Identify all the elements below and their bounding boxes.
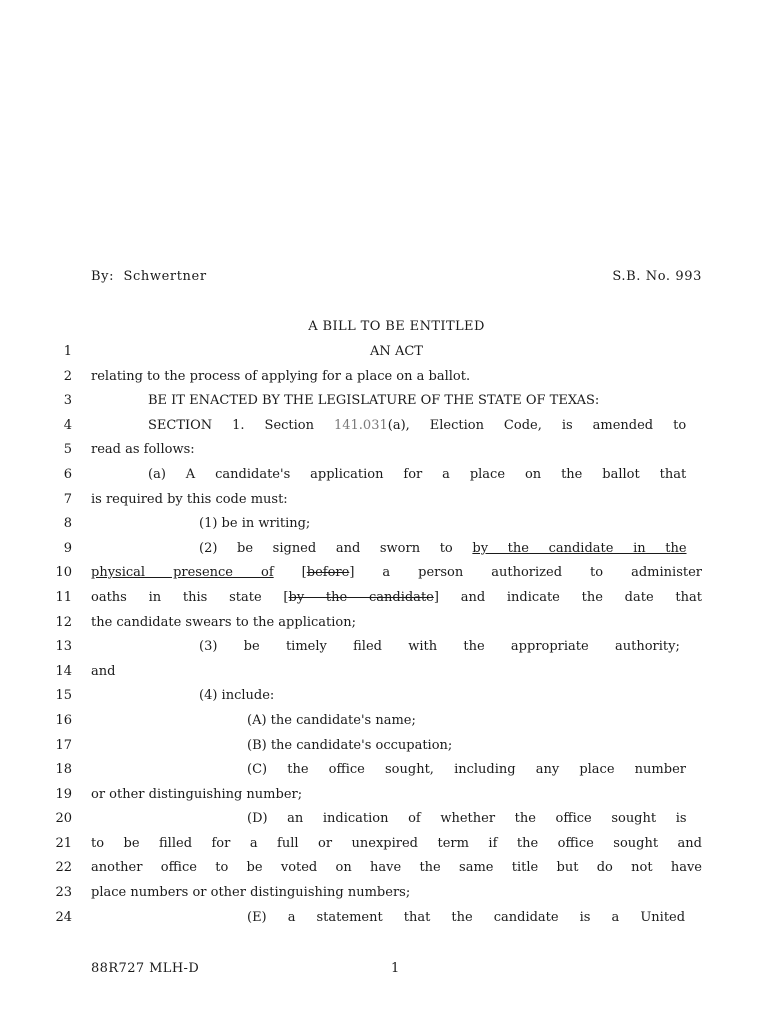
line-number: 12	[55, 614, 72, 630]
deleted-text: before	[306, 565, 350, 581]
line-text: (A) the candidate's name;	[247, 712, 416, 728]
deleted-text: by the candidate	[288, 589, 434, 605]
line-number: 23	[55, 885, 72, 901]
bill-line	[0, 735, 770, 760]
draft-code: 88R727 MLH-D	[91, 961, 200, 976]
bill-line	[0, 366, 770, 391]
line-text	[91, 562, 702, 584]
line-text: to be filled for a full or unexpired term if the office sought and	[91, 835, 702, 851]
bill-line	[0, 784, 770, 809]
bill-line	[0, 661, 770, 686]
line-number: 17	[55, 737, 72, 753]
bill-body	[0, 341, 770, 931]
line-number: 16	[55, 712, 72, 728]
line-number: 11	[55, 589, 72, 605]
line-text-part: SECTION 1. Section	[148, 417, 334, 433]
line-text-part: ] a person authorized to administer	[349, 565, 702, 581]
bill-line	[0, 489, 770, 514]
line-number: 5	[63, 442, 72, 458]
page-footer	[91, 961, 702, 981]
line-number: 21	[55, 835, 72, 851]
bill-line	[0, 538, 770, 563]
bill-line	[0, 808, 770, 833]
bill-line	[0, 464, 770, 489]
bill-line	[0, 833, 770, 858]
line-number: 22	[55, 860, 72, 876]
bill-line	[0, 562, 770, 587]
line-number: 13	[55, 639, 72, 655]
act-heading: AN ACT	[370, 344, 423, 359]
line-number: 15	[55, 688, 72, 704]
line-number: 4	[63, 417, 72, 433]
enacting-clause: BE IT ENACTED BY THE LEGISLATURE OF THE STATE OF TEXAS:	[148, 393, 600, 409]
line-number: 1	[63, 344, 72, 359]
bill-caption: A BILL TO BE ENTITLED	[308, 319, 485, 334]
line-text-part: (2) be signed and sworn to	[199, 540, 473, 556]
line-text: (D) an indication of whether the office sought is	[247, 811, 687, 827]
bill-number: S.B. No. 993	[612, 269, 702, 284]
line-text-part: oaths in this state [	[91, 589, 289, 605]
line-text: is required by this code must:	[91, 491, 288, 507]
bill-line	[0, 587, 770, 612]
bill-header	[91, 269, 702, 289]
bill-line	[0, 857, 770, 882]
line-number: 18	[55, 762, 72, 778]
bill-line	[0, 907, 770, 932]
line-text: another office to be voted on have the same title but do not have	[91, 860, 702, 876]
bill-line	[0, 685, 770, 710]
line-text: (B) the candidate's occupation;	[247, 737, 453, 753]
line-number: 2	[63, 368, 72, 384]
code-section-reference: 141.031	[333, 417, 388, 433]
line-number: 19	[55, 786, 72, 802]
line-text	[91, 587, 702, 609]
line-text: relating to the process of applying for a place on a ballot.	[91, 368, 471, 384]
line-text: and	[91, 663, 116, 679]
line-number: 20	[55, 811, 72, 827]
bill-line	[0, 341, 770, 366]
line-text: read as follows:	[91, 442, 195, 458]
line-number: 7	[63, 491, 72, 507]
line-text	[91, 415, 702, 437]
bill-line	[0, 513, 770, 538]
page-number: 1	[391, 961, 400, 976]
line-number: 6	[63, 466, 72, 482]
line-number: 8	[63, 516, 72, 532]
line-text: place numbers or other distinguishing numbers;	[91, 885, 411, 901]
line-number: 10	[55, 565, 72, 581]
line-text: or other distinguishing number;	[91, 786, 303, 802]
line-number: 14	[55, 663, 72, 679]
line-text	[91, 538, 702, 560]
line-text: (a) A candidate's application for a place on the ballot that	[148, 466, 687, 482]
line-text-part: [	[273, 565, 307, 581]
line-text: (4) include:	[199, 688, 275, 704]
bill-line	[0, 612, 770, 637]
bill-line	[0, 882, 770, 907]
bill-line	[0, 415, 770, 440]
bill-line	[0, 439, 770, 464]
line-text: the candidate swears to the application;	[91, 614, 356, 630]
inserted-text: physical presence of	[91, 565, 274, 581]
line-number: 9	[63, 540, 72, 556]
line-text-part: (a), Election Code, is amended to	[387, 417, 687, 433]
bill-line	[0, 636, 770, 661]
inserted-text: by the candidate in the	[472, 540, 687, 556]
bill-line	[0, 759, 770, 784]
bill-line	[0, 390, 770, 415]
bill-line	[0, 710, 770, 735]
line-text: (1) be in writing;	[199, 516, 311, 532]
line-text: (E) a statement that the candidate is a United	[247, 909, 686, 925]
line-number: 3	[63, 393, 72, 409]
line-number: 24	[55, 909, 72, 925]
line-text: (3) be timely filed with the appropriate authority;	[199, 639, 680, 655]
line-text-part: ] and indicate the date that	[433, 589, 703, 605]
author-line: By: Schwertner	[91, 269, 207, 284]
line-text: (C) the office sought, including any place number	[247, 762, 686, 778]
